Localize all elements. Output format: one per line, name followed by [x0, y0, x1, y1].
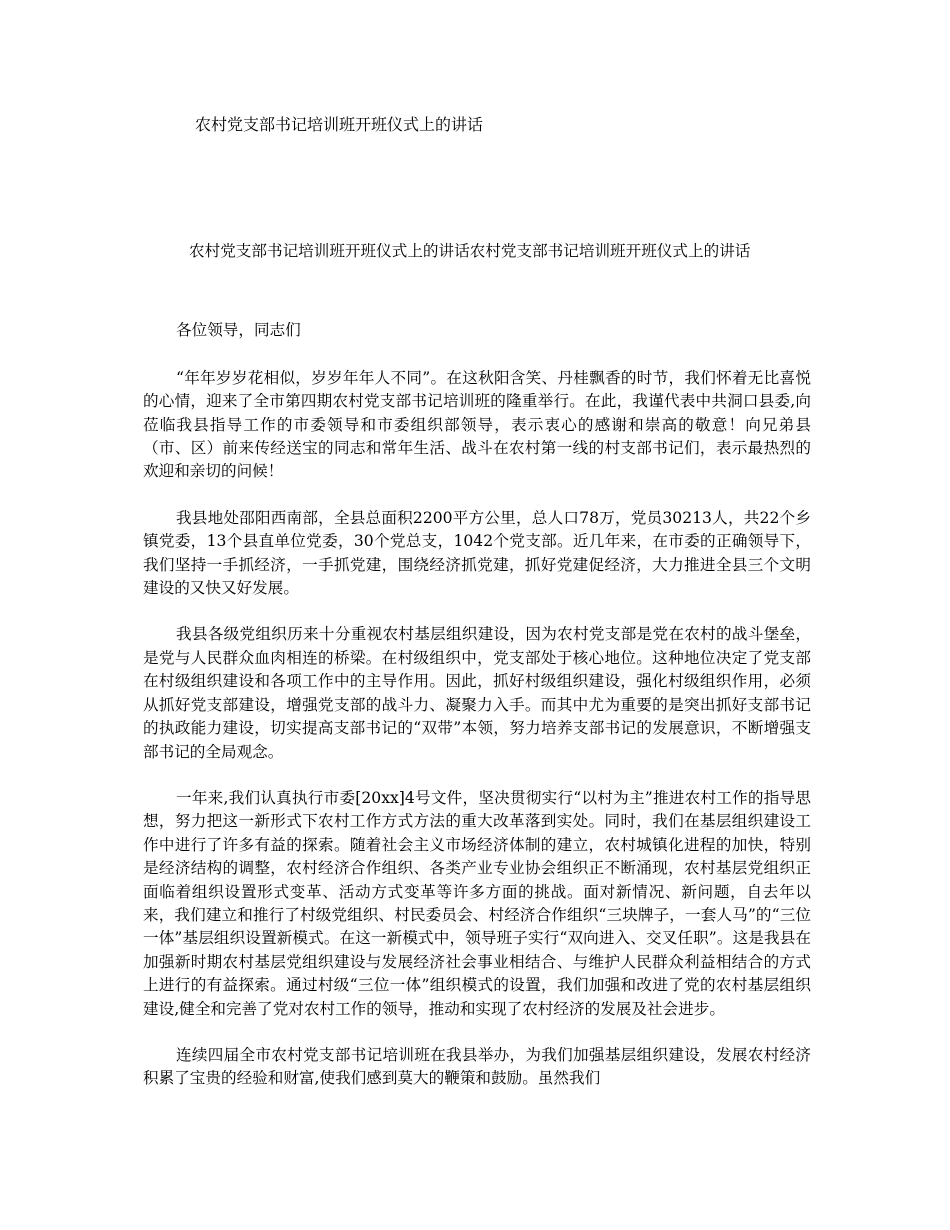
document-title: 农村党支部书记培训班开班仪式上的讲话: [195, 115, 484, 134]
document-body: [143, 240, 811, 1091]
paragraph-4: 一年来,我们认真执行市委[20xx]4号文件，坚决贯彻实行“以村为主”推进农村工作的指导思想，努力把这一新形式下农村工作方式方法的重大改革落到实处。同时，我们在基层组织建设工作中进行了许多有益的探索。随着社会主义市场经济体制的建立，农村城镇化进程的加快，特别是经济结构的调整，农村经济合作组织、各类产业专业协会组织正不断涌现，农村基层党组织正面临着组织设置形式变革、活动方式变革等许多方面的挑战。面对新情况、新问题，自去年以来，我们建立和推行了村级党组织、村民委员会、村经济合作组织“三块牌子，一套人马”的“三位一体”基层组织设置新模式。在这一新模式中，领导班子实行“双向进入、交叉任职”。这是我县在加强新时期农村基层党组织建设与发展经济社会事业相结合、与维护人民群众利益相结合的方式上进行的有益探索。通过村级“三位一体”组织模式的设置，我们加强和改进了党的农村基层组织建设,健全和完善了党对农村工作的领导，推动和实现了农村经济的发展及社会进步。: [143, 788, 811, 1018]
greeting: 各位领导，同志们: [176, 321, 301, 340]
document-subtitle: 农村党支部书记培训班开班仪式上的讲话农村党支部书记培训班开班仪式上的讲话: [189, 242, 751, 260]
paragraph-5: 连续四届全市农村党支部书记培训班在我县举办，为我们加强基层组织建设，发展农村经济积累了宝贵的经验和财富,使我们感到莫大的鞭策和鼓励。虽然我们: [143, 1045, 811, 1088]
paragraph-1: “年年岁岁花相似，岁岁年年人不同”。在这秋阳含笑、丹桂飘香的时节，我们怀着无比喜悦的心情，迎来了全市第四期农村党支部书记培训班的隆重举行。在此，我谨代表中共洞口县委,向莅临我县指导工作的市委领导和市委组织部领导，表示衷心的感谢和崇高的敬意！向兄弟县（市、区）前来传经送宝的同志和常年生活、战斗在农村第一线的村支部书记们，表示最热烈的欢迎和亲切的问候！: [143, 368, 811, 481]
paragraph-2: 我县地处邵阳西南部，全县总面积2200平方公里，总人口78万，党员30213人，共22个乡镇党委，13个县直单位党委，30个党总支，1042个党支部。近几年来，在市委的正确领导下，我们坚持一手抓经济，一手抓党建，围绕经济抓党建，抓好党建促经济，大力推进全县三个文明建设的又快又好发展。: [143, 508, 811, 598]
paragraph-3: 我县各级党组织历来十分重视农村基层组织建设，因为农村党支部是党在农村的战斗堡垒，是党与人民群众血肉相连的桥梁。在村级组织中，党支部处于核心地位。这种地位决定了党支部在村级组织建设和各项工作中的主导作用。因此，抓好村级组织建设，强化村级组织作用，必须从抓好党支部建设，增强党支部的战斗力、凝聚力入手。而其中尤为重要的是突出抓好支部书记的执政能力建设，切实提高支部书记的“双带”本领，努力培养支部书记的发展意识，不断增强支部书记的全局观念。: [143, 625, 811, 761]
